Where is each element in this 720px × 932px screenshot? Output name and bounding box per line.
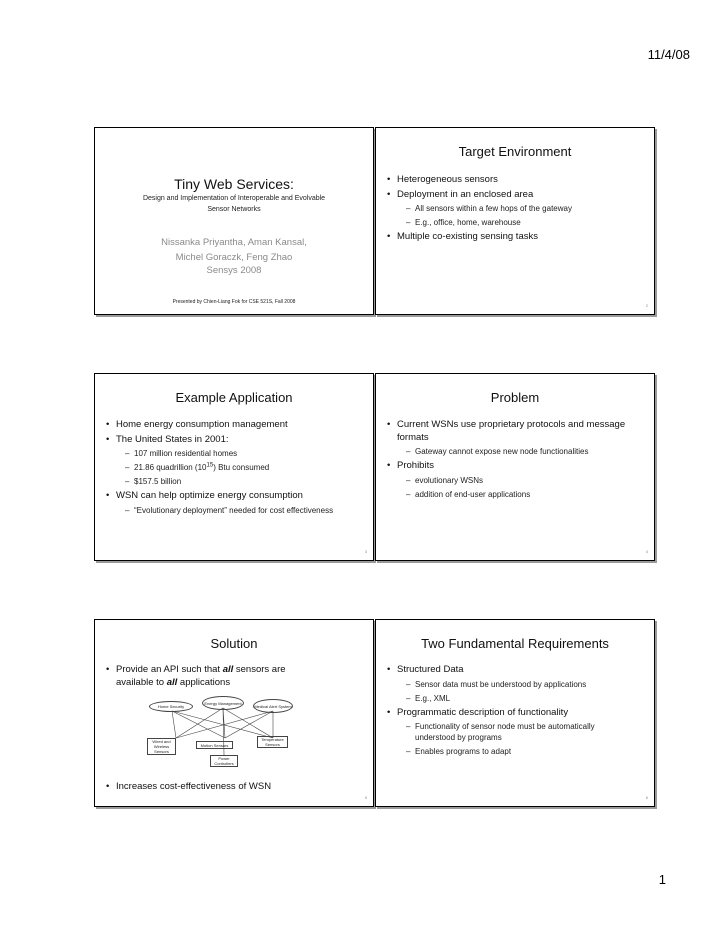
sub-bullet-list <box>397 203 644 228</box>
slide-number: 2 <box>645 303 648 308</box>
sub-bullet-list <box>116 448 363 487</box>
sub-bullet-text: ) Btu consumed <box>213 463 270 472</box>
bullet-marker: • <box>106 781 110 792</box>
bullet <box>387 174 644 187</box>
diagram-node-temperature-sensors: Temperature Sensors <box>257 736 288 748</box>
slide-6 <box>375 619 655 807</box>
bullet <box>106 664 316 689</box>
slide-title: Problem <box>490 390 540 405</box>
bullet-text: Prohibits <box>397 460 434 471</box>
bullet <box>387 231 644 244</box>
sub-bullet: – addition of end-user applications <box>397 489 644 500</box>
sub-bullet: – Functionality of sensor node must be automatically understood by programs <box>397 721 644 743</box>
bullet <box>387 664 644 704</box>
bullet-text: applications <box>177 676 231 688</box>
sub-bullet-list <box>397 475 644 500</box>
bullet-list <box>387 174 644 246</box>
subtitle-line: Sensor Networks <box>207 206 261 213</box>
slide-number: 6 <box>645 795 648 800</box>
slide-subtitle <box>111 193 357 215</box>
bullet <box>106 434 363 488</box>
bullet <box>387 419 644 457</box>
slide-1 <box>94 127 374 315</box>
slide-title: Two Fundamental Requirements <box>421 636 609 651</box>
diagram-node-medical-alert: Medical Alert System <box>253 699 293 713</box>
subtitle-line: Design and Implementation of Interoperable and Evolvable <box>142 195 326 202</box>
bullet <box>106 419 363 432</box>
sub-bullet-list <box>397 446 644 457</box>
sub-bullet-text: 21.86 quadrillion (10 <box>134 463 207 472</box>
sub-bullet: – All sensors within a few hops of the gateway <box>397 203 644 214</box>
sub-bullet: – Gateway cannot expose new node functionalities <box>397 446 644 457</box>
sub-bullet: – E.g., office, home, warehouse <box>397 217 644 228</box>
diagram-edge <box>172 711 176 738</box>
slide-title: Tiny Web Services: <box>174 176 294 192</box>
bullet-text: Current WSNs use proprietary protocols and message formats <box>397 419 626 443</box>
slide-number: 5 <box>364 795 367 800</box>
bullet-text: Heterogeneous sensors <box>397 174 498 185</box>
slide-title: Solution <box>210 636 258 651</box>
sub-bullet: – $157.5 billion <box>116 476 363 487</box>
bullet-list <box>387 419 644 503</box>
sub-bullet-list <box>397 721 644 757</box>
bullet-text: Structured Data <box>397 664 464 675</box>
bullet-text: Multiple co-existing sensing tasks <box>397 231 538 242</box>
slide-presenter: Presented by Chien-Liang Fok for CSE 521S, Fall 2008 <box>172 299 296 305</box>
sub-bullet: – Sensor data must be understood by applications <box>397 679 644 690</box>
authors-line: Michel Goraczk, Feng Zhao <box>175 252 293 263</box>
slide-number: 3 <box>364 549 367 554</box>
bullet <box>106 781 271 794</box>
diagram-node-power-controllers: Power Controllers <box>210 755 238 767</box>
slide-4 <box>375 373 655 561</box>
bullet <box>387 189 644 229</box>
sub-bullet <box>116 462 363 473</box>
slide-2 <box>375 127 655 315</box>
bullet-list <box>387 664 644 760</box>
sub-bullet: – evolutionary WSNs <box>397 475 644 486</box>
diagram-node-energy-management: Energy Management <box>202 696 244 710</box>
slide-3 <box>94 373 374 561</box>
bullet <box>106 490 363 516</box>
slide-authors <box>95 235 373 265</box>
diagram-edge <box>223 708 225 738</box>
bullet-text: Increases cost-effectiveness of WSN <box>116 781 272 792</box>
diagram-node-motion-sensors: Motion Sensors <box>196 741 233 749</box>
diagram-node-home-security: Home Security <box>149 701 193 712</box>
bullet-text: Provide an API such that <box>116 664 223 675</box>
diagram-edge <box>172 711 273 738</box>
sub-bullet-list <box>397 679 644 704</box>
bullet-list <box>106 664 363 691</box>
authors-line: Nissanka Priyantha, Aman Kansal, <box>161 237 307 248</box>
bullet-text: sensors are available to <box>116 664 286 688</box>
sub-bullet: – Enables programs to adapt <box>397 746 644 757</box>
slide-5 <box>94 619 374 807</box>
sub-bullet-list <box>116 505 363 516</box>
diagram-edge <box>176 711 273 738</box>
sub-bullet: – “Evolutionary deployment” needed for cost effectiveness <box>116 505 363 516</box>
header-date: 11/4/08 <box>647 47 690 62</box>
slide-title: Example Application <box>175 390 293 405</box>
bullet-text: Deployment in an enclosed area <box>397 188 534 200</box>
bullet <box>387 460 644 500</box>
slide-number: 4 <box>645 549 648 554</box>
slide-title: Target Environment <box>458 144 572 159</box>
bullet-text: The United States in 2001: <box>116 433 229 445</box>
bullet-list <box>106 419 363 519</box>
bullet-text: WSN can help optimize energy consumption <box>116 490 303 501</box>
diagram-node-wired-wireless-sensors: Wired and Wireless Sensors <box>147 738 176 755</box>
diagram-edge <box>176 708 223 738</box>
sub-bullet: – 107 million residential homes <box>116 448 363 459</box>
sub-bullet: – E.g., XML <box>397 693 644 704</box>
bullet <box>387 707 644 758</box>
diagram-edge <box>225 711 273 738</box>
emphasis-text: all <box>166 676 178 688</box>
bullet-text: Home energy consumption management <box>116 419 288 430</box>
bullet-text: Programmatic description of functionality <box>397 706 569 718</box>
page-number: 1 <box>658 872 666 887</box>
exponent: 15 <box>206 462 214 469</box>
slide-conference: Sensys 2008 <box>206 265 262 276</box>
diagram-edge <box>172 711 225 738</box>
emphasis-text: all <box>222 664 234 675</box>
